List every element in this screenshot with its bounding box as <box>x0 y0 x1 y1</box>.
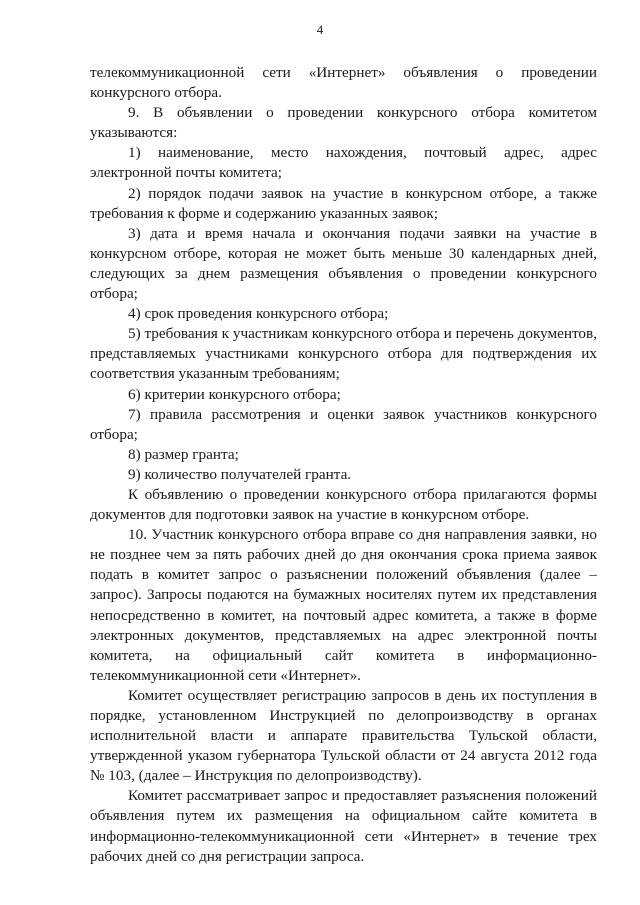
paragraph: К объявлению о проведении конкурсного отбора прилагаются формы документов для подготовки заявок на участие в конкурсном отборе. <box>90 485 597 524</box>
list-item: 3) дата и время начала и окончания подачи заявки на участие в конкурсном отборе, которая не может быть меньше 30 календарных дней, следующих за днем размещения объявления о проведении конкурсного отбора; <box>90 224 597 303</box>
list-item: 7) правила рассмотрения и оценки заявок участников конкурсного отбора; <box>90 405 597 443</box>
document-body <box>90 63 597 867</box>
list-item: 1) наименование, место нахождения, почтовый адрес, адрес электронной почты комитета; <box>90 144 597 182</box>
paragraph: Комитет осуществляет регистрацию запросов в день их поступления в порядке, установленном Инструкцией по делопроизводству в органах исполнительной власти и аппарате правительства Тульской области, утвержденной указом губернатора Тульской области от 24 августа 2012 года № 103, (далее – Инструкция по делопроизводству). <box>90 686 597 785</box>
list-item: 6) критерии конкурсного отбора; <box>128 385 341 403</box>
paragraph: телекоммуникационной сети «Интернет» объявления о проведении конкурсного отбора. <box>90 64 597 102</box>
paragraph: 9. В объявлении о проведении конкурсного отбора комитетом указываются: <box>90 104 597 142</box>
page-number: 4 <box>316 22 324 37</box>
list-item: 4) срок проведения конкурсного отбора; <box>128 305 389 323</box>
list-item: 5) требования к участникам конкурсного отбора и перечень документов, представляемых участниками конкурсного отбора для подтверждения их соответствия указанным требованиям; <box>90 325 597 383</box>
list-item: 9) количество получателей гранта. <box>128 465 352 483</box>
list-item: 8) размер гранта; <box>128 445 239 463</box>
list-item: 2) порядок подачи заявок на участие в конкурсном отборе, а также требования к форме и содержанию указанных заявок; <box>90 184 597 222</box>
paragraph: 10. Участник конкурсного отбора вправе со дня направления заявки, но не позднее чем за пять рабочих дней до дня окончания срока приема заявок подать в комитет запрос о разъяснении положений объявления (далее – запрос). Запросы подаются на бумажных носителях путем их представления непосредственно в комитет, на почтовый адрес комитета, а также в форме электронных документов, представляемых на адрес электронной почты комитета, на официальный сайт комитета в информационно-телекоммуникационной сети «Интернет». <box>90 526 597 684</box>
paragraph: Комитет рассматривает запрос и предоставляет разъяснения положений объявления путем их размещения на официальном сайте комитета в информационно-телекоммуникационной сети «Интернет» в течение трех рабочих дней со дня регистрации запроса. <box>90 787 597 865</box>
